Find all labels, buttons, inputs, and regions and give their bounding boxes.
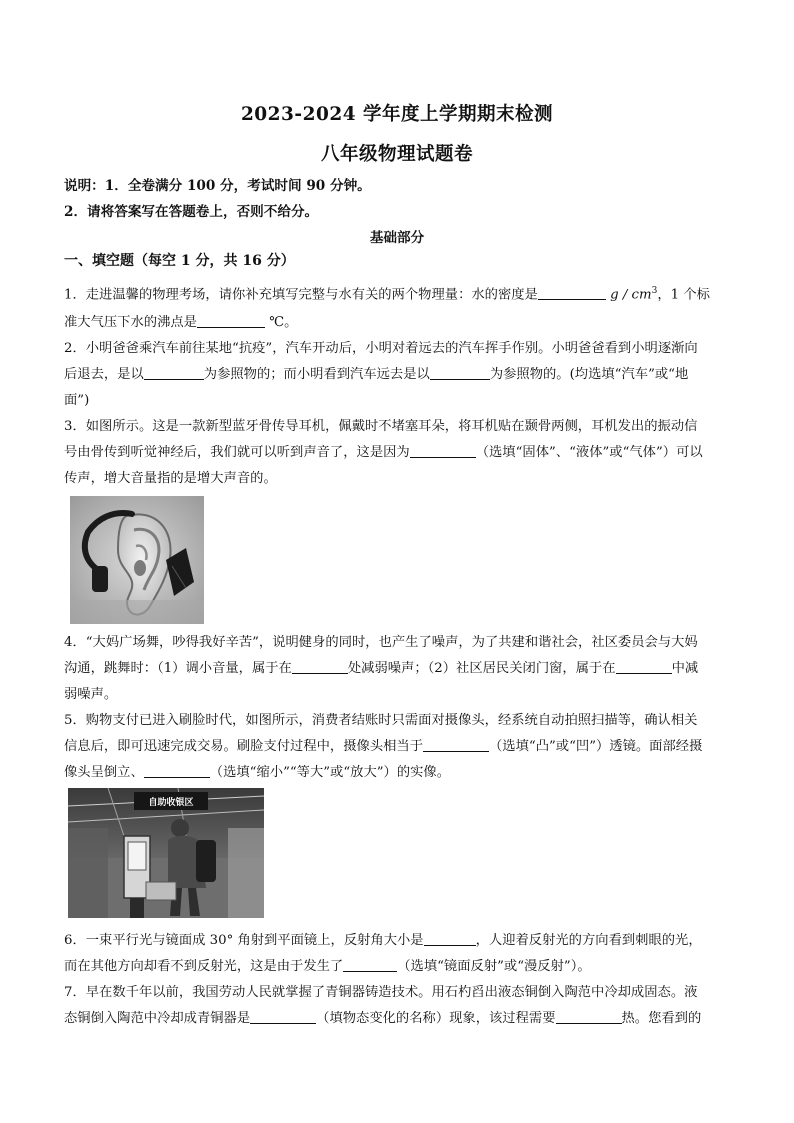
earphone-ear-image [70, 496, 204, 624]
question-7 [64, 980, 732, 1032]
answer-blank [343, 956, 397, 972]
q4-text: 弱噪声。 [64, 687, 118, 702]
q1-text: ℃。 [269, 315, 298, 330]
q6-text: 6．一束平行光与镜面成 30° 角射到平面镜上，反射角大小是 [64, 933, 424, 948]
q5-text: （选填“缩小”“等大”或“放大”）的实像。 [209, 765, 451, 780]
answer-blank [430, 364, 490, 380]
q7-text: 态铜倒入陶范中冷却成青铜器是 [64, 1011, 251, 1026]
q4-text: 处减弱噪声；（2）社区居民关闭门窗，属于在 [347, 661, 616, 676]
q6-text: 而在其他方向却看不到反射光，这是由于发生了 [64, 959, 344, 974]
q6-text: ，人迎着反射光的方向看到刺眼的光， [475, 933, 702, 948]
earphone-figure [70, 496, 204, 624]
q4-text: 中减 [671, 661, 699, 676]
q2-text: 为参照物的。(均选填“汽车”或“地 [489, 367, 689, 382]
answer-blank [410, 442, 476, 458]
answer-blank [144, 762, 210, 778]
question-2 [64, 336, 732, 414]
exam-title: 2023-2024 学年度上学期期末检测 [240, 104, 554, 125]
q2-text: 为参照物的；而小明看到汽车远去是以 [203, 367, 430, 382]
q2-text: 面”) [64, 393, 90, 408]
payment-area-sign: 自助收银区 [148, 798, 194, 808]
q6-text: （选填“镜面反射”或“漫反射”）。 [397, 959, 591, 974]
question-1 [64, 278, 732, 336]
question-3 [64, 414, 732, 492]
answer-blank [423, 736, 489, 752]
answer-blank [144, 364, 204, 380]
section-title: 基础部分 [369, 230, 425, 246]
q5-text: 信息后，即可迅速完成交易。刷脸支付过程中，摄像头相当于 [64, 739, 424, 754]
q1-text: ，1 个标 [657, 287, 710, 303]
exam-subtitle: 八年级物理试题卷 [320, 144, 473, 165]
q5-text: 5．购物支付已进入刷脸时代，如图所示，消费者结账时只需面对摄像头，经系统自动拍照扫描等，确认相关 [64, 713, 698, 728]
instructions-line-2: 2．请将答案写在答题卷上，否则不给分。 [64, 204, 319, 220]
q1-text: 准大气压下水的沸点是 [64, 315, 197, 330]
q3-text: 传声，增大音量指的是增大声音的。 [64, 471, 277, 486]
answer-blank [250, 1008, 316, 1024]
question-5 [64, 708, 732, 786]
answer-blank [292, 658, 348, 674]
answer-blank [538, 284, 606, 300]
question-6 [64, 928, 732, 980]
q4-text: 沟通，跳舞时：（1）调小音量，属于在 [64, 661, 292, 676]
q3-text: （选填“固体”、“液体”或“气体”）可以 [475, 445, 703, 460]
q2-text: 后退去，是以 [64, 367, 144, 382]
q2-text: 2．小明爸爸乘汽车前往某地“抗疫”，汽车开动后，小明对着远去的汽车挥手作别。小明爸爸看到小明逐渐向 [64, 341, 698, 356]
q1-unit: g / cm [610, 287, 652, 303]
q3-text: 3．如图所示。这是一款新型蓝牙骨传导耳机，佩戴时不堵塞耳朵，将耳机贴在颞骨两侧，耳机发出的振动信 [64, 419, 698, 434]
face-payment-figure [68, 788, 264, 918]
answer-blank [556, 1008, 622, 1024]
q4-text: 4．“大妈广场舞，吵得我好辛苦”，说明健身的同时，也产生了噪声，为了共建和谐社会，社区委员会与大妈 [64, 635, 698, 650]
part-one-heading: 一、填空题（每空 1 分，共 16 分） [64, 253, 295, 269]
q1-text: 1．走进温馨的物理考场，请你补充填写完整与水有关的两个物理量：水的密度是 [64, 287, 538, 303]
q5-text: 像头呈倒立、 [64, 765, 144, 780]
q5-text: （选填“凸”或“凹”）透镜。面部经摄 [489, 739, 703, 754]
q3-text: 号由骨传到听觉神经后，我们就可以听到声音了，这是因为 [64, 445, 410, 460]
q7-text: （填物态变化的名称）现象，该过程需要 [316, 1011, 556, 1026]
q7-text: 热。您看到的 [621, 1011, 702, 1026]
q1-unit-exponent: 3 [651, 286, 658, 296]
q7-text: 7．早在数千年以前，我国劳动人民就掌握了青铜器铸造技术。用石杓舀出液态铜倒入陶范中冷却成固态。液 [64, 985, 698, 1000]
question-4 [64, 630, 732, 708]
face-payment-image [68, 788, 264, 918]
answer-blank [424, 930, 476, 946]
instructions-line-1: 说明：1．全卷满分 100 分，考试时间 90 分钟。 [64, 178, 371, 194]
answer-blank [197, 312, 265, 328]
answer-blank [616, 658, 672, 674]
